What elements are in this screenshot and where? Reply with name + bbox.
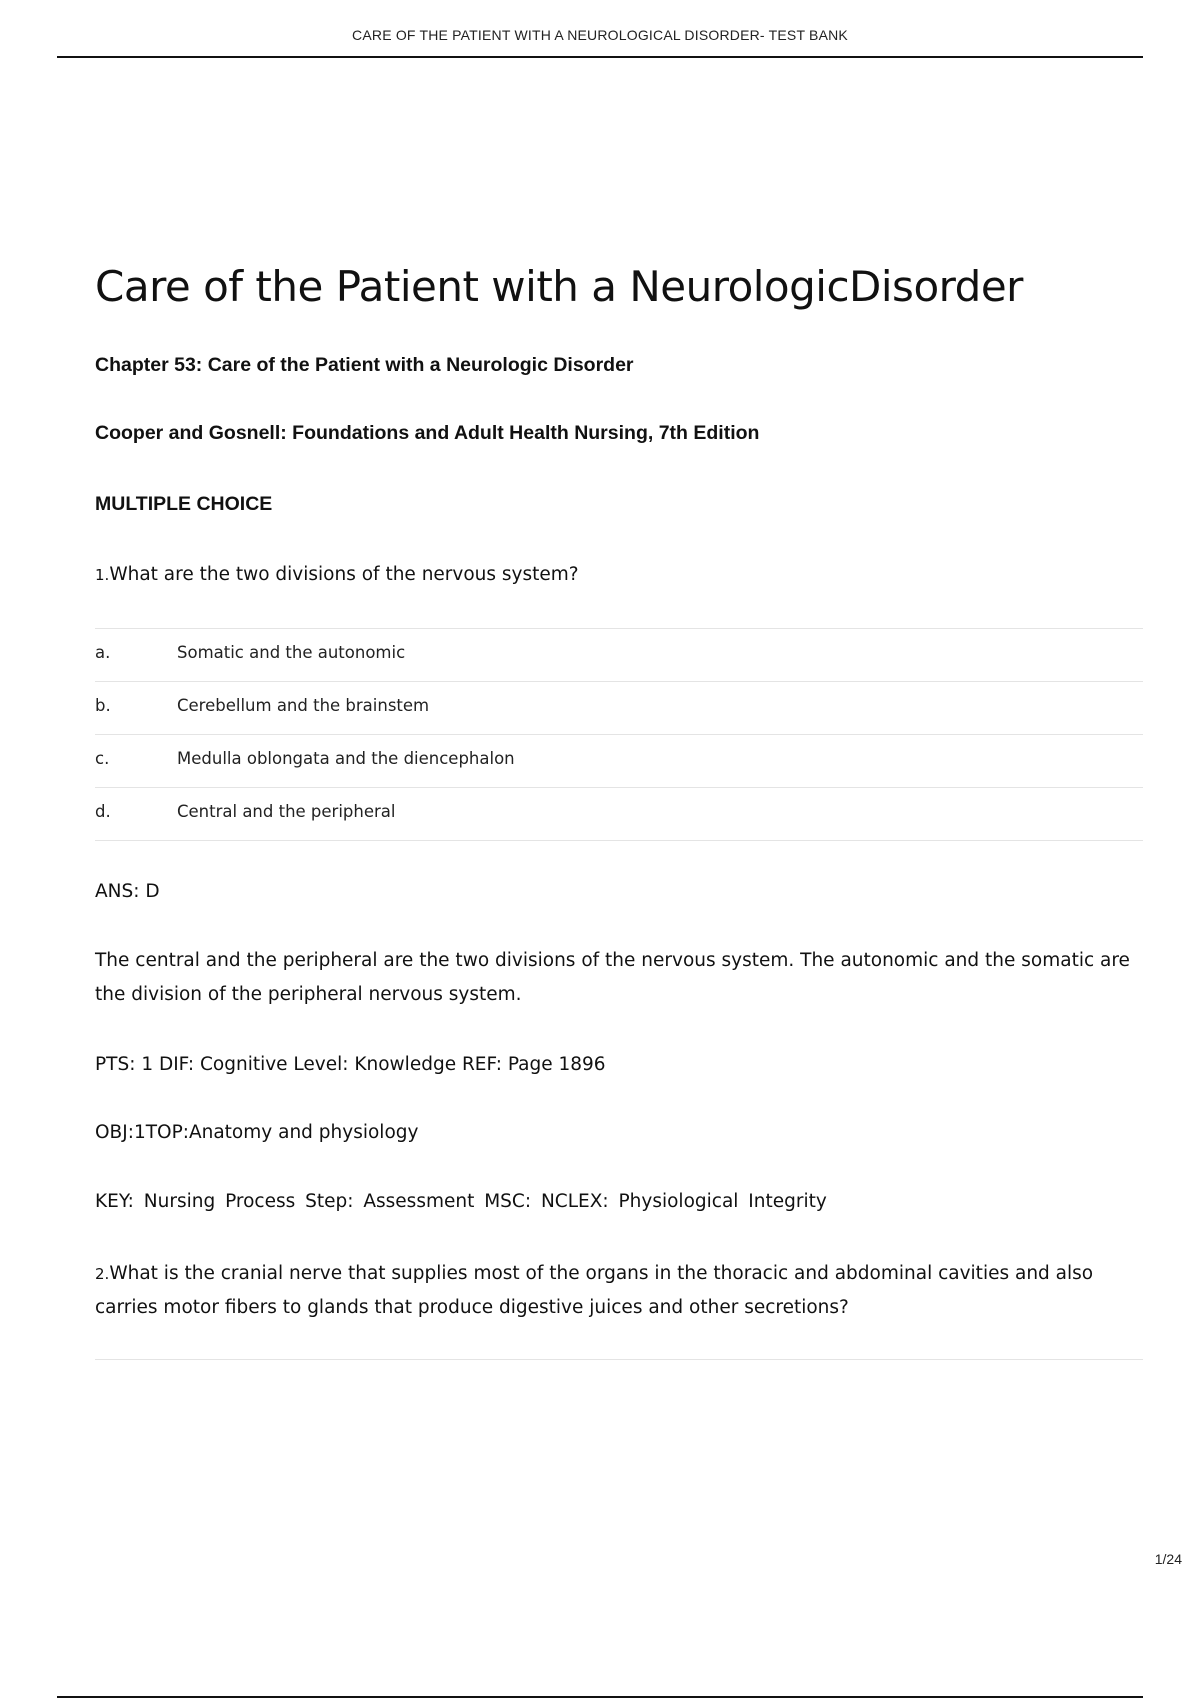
- objective-line: OBJ:1TOP:Anatomy and physiology: [95, 1122, 419, 1143]
- option-letter: d.: [95, 802, 111, 821]
- section-label: MULTIPLE CHOICE: [95, 493, 273, 515]
- option-text: Somatic and the autonomic: [177, 643, 406, 662]
- question-1: [95, 558, 1143, 592]
- document-title: Care of the Patient with a NeurologicDisorder: [95, 262, 1023, 311]
- option-letter: b.: [95, 696, 111, 715]
- page-number: 1/24: [1154, 1551, 1182, 1567]
- points-line: PTS: 1 DIF: Cognitive Level: Knowledge REF: Page 1896: [95, 1054, 606, 1075]
- chapter-heading: Chapter 53: Care of the Patient with a Neurologic Disorder: [95, 354, 634, 376]
- option-row: [95, 788, 1143, 841]
- option-text: Central and the peripheral: [177, 802, 396, 821]
- question-number: 1.: [95, 566, 110, 584]
- answer-options: [95, 628, 1143, 841]
- rationale-text: The central and the peripheral are the two divisions of the nervous system. The autonomic and the somatic are the division of the peripheral nervous system.: [95, 950, 1130, 1005]
- option-row: [95, 735, 1143, 788]
- question-2: [95, 1257, 1143, 1325]
- option-divider: [95, 1359, 1143, 1360]
- option-row: [95, 629, 1143, 682]
- option-text: Medulla oblongata and the diencephalon: [177, 749, 515, 768]
- running-header: CARE OF THE PATIENT WITH A NEUROLOGICAL DISORDER- TEST BANK: [352, 27, 848, 43]
- option-text: Cerebellum and the brainstem: [177, 696, 430, 715]
- answer-line: ANS: D: [95, 881, 160, 902]
- question-text: What is the cranial nerve that supplies most of the organs in the thoracic and abdominal cavities and also carries motor fibers to glands that produce digestive juices and other secretions?: [95, 1263, 1094, 1318]
- option-row: [95, 682, 1143, 735]
- book-heading: Cooper and Gosnell: Foundations and Adult Health Nursing, 7th Edition: [95, 422, 760, 444]
- key-line: KEY: Nursing Process Step: Assessment MSC: NCLEX: Physiological Integrity: [95, 1191, 827, 1212]
- question-text: What are the two divisions of the nervous system?: [109, 564, 579, 585]
- question-number: 2.: [95, 1265, 110, 1283]
- footer-rule: [57, 1696, 1143, 1698]
- option-letter: a.: [95, 643, 111, 662]
- header-rule: [57, 56, 1143, 58]
- option-letter: c.: [95, 749, 110, 768]
